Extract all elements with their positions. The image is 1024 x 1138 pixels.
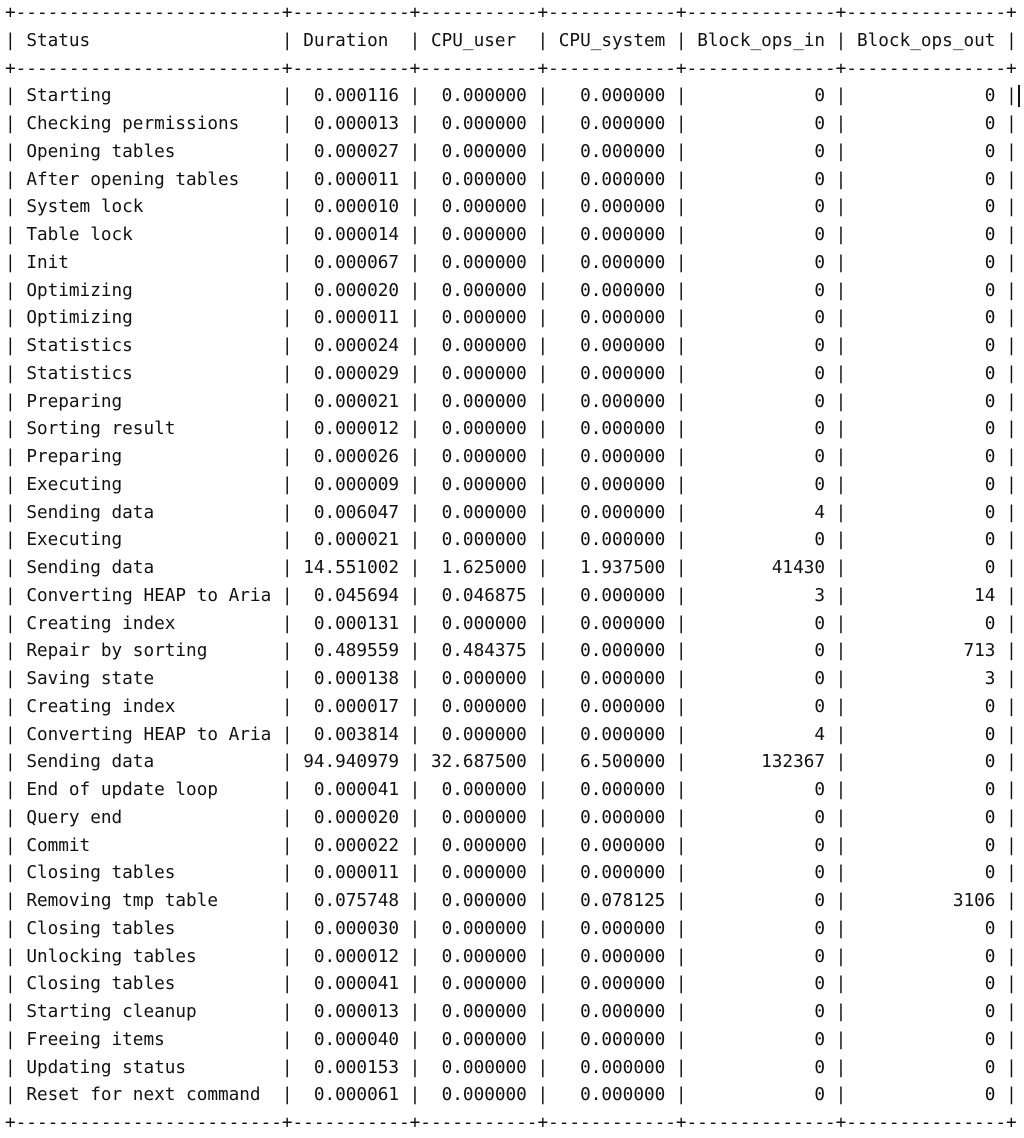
table-cell: 0	[856, 363, 996, 384]
table-row: | Freeing items | 0.000040 | 0.000000 | 0.000000 | 0 | 0 |	[5, 1029, 1017, 1050]
table-cell: Starting cleanup	[26, 1002, 272, 1022]
table-cell: Commit	[26, 835, 272, 856]
table-row: | Statistics | 0.000029 | 0.000000 | 0.000000 | 0 | 0 |	[5, 363, 1017, 384]
table-cell: 0.000011	[303, 863, 400, 884]
table-cell: 0.000000	[430, 114, 527, 134]
table-row: | Reset for next command | 0.000061 | 0.000000 | 0.000000 | 0 | 0 |	[5, 1085, 1017, 1106]
table-cell: 0	[697, 169, 826, 190]
table-cell: 0.000000	[558, 363, 666, 384]
table-cell: 0.000000	[558, 225, 666, 245]
table-cell: 0.000000	[430, 835, 527, 856]
table-cell: 0	[856, 724, 996, 745]
table-cell: 0.000000	[430, 391, 527, 412]
column-header: Block_ops_out	[856, 30, 996, 51]
table-cell: 0.000020	[303, 280, 400, 301]
table-cell: 0	[856, 613, 996, 634]
table-cell: 0.000014	[303, 225, 400, 245]
table-row: | Optimizing | 0.000011 | 0.000000 | 0.000000 | 0 | 0 |	[5, 308, 1017, 329]
table-cell: 0.000041	[303, 780, 400, 800]
table-cell: 0.000000	[558, 807, 666, 828]
table-cell: Preparing	[26, 447, 272, 467]
table-row: | Converting HEAP to Aria | 0.045694 | 0.046875 | 0.000000 | 3 | 14 |	[5, 585, 1017, 606]
table-cell: 0	[697, 918, 826, 939]
table-cell: 0	[856, 447, 996, 467]
table-cell: 1.937500	[558, 558, 666, 578]
table-cell: 0	[856, 558, 996, 578]
table-row: | Sending data | 94.940979 | 32.687500 | 6.500000 | 132367 | 0 |	[5, 752, 1017, 773]
table-cell: 0.000022	[303, 835, 400, 856]
table-row: | Repair by sorting | 0.489559 | 0.484375 | 0.000000 | 0 | 713 |	[5, 641, 1017, 662]
table-cell: 0.000000	[430, 419, 527, 440]
table-cell: Freeing items	[26, 1029, 272, 1050]
table-cell: 0.000000	[430, 974, 527, 995]
table-row: | Updating status | 0.000153 | 0.000000 | 0.000000 | 0 | 0 |	[5, 1057, 1017, 1078]
table-row: | Unlocking tables | 0.000012 | 0.000000 | 0.000000 | 0 | 0 |	[5, 946, 1017, 967]
table-row: | Removing tmp table | 0.075748 | 0.000000 | 0.078125 | 0 | 3106 |	[5, 891, 1017, 911]
table-cell: 0.000138	[303, 669, 400, 689]
table-cell: 0	[856, 835, 996, 856]
table-cell: 0.000000	[430, 1029, 527, 1050]
table-cell: 0.000000	[430, 141, 527, 162]
column-header: CPU_system	[558, 30, 666, 51]
table-cell: 0	[697, 974, 826, 995]
table-cell: 0	[856, 197, 996, 218]
table-cell: 0	[697, 447, 826, 467]
table-cell: 0.000000	[558, 585, 666, 606]
table-cell: 0.000000	[558, 391, 666, 412]
table-row: | Sending data | 14.551002 | 1.625000 | 1.937500 | 41430 | 0 |	[5, 558, 1017, 578]
table-cell: 3	[856, 669, 996, 689]
table-cell: 0.000000	[430, 863, 527, 884]
table-row: | System lock | 0.000010 | 0.000000 | 0.000000 | 0 | 0 |	[5, 197, 1017, 218]
table-cell: 0.000000	[558, 502, 666, 523]
table-row: | Sending data | 0.006047 | 0.000000 | 0.000000 | 4 | 0 |	[5, 502, 1017, 523]
table-cell: Table lock	[26, 225, 272, 245]
table-cell: 0	[697, 946, 826, 967]
table-cell: 0.000000	[558, 946, 666, 967]
table-cell: 0.000000	[430, 530, 527, 551]
table-cell: 0.000000	[558, 530, 666, 551]
table-cell: 0	[856, 946, 996, 967]
table-cell: 0	[856, 1085, 996, 1106]
table-cell: 713	[856, 641, 996, 662]
table-row: | Closing tables | 0.000041 | 0.000000 | 0.000000 | 0 | 0 |	[5, 974, 1017, 995]
table-cell: 0.078125	[558, 891, 666, 911]
table-cell: 0.000000	[430, 807, 527, 828]
table-cell: 0	[856, 169, 996, 190]
table-cell: Sending data	[26, 558, 272, 578]
table-cell: 0.000000	[558, 1029, 666, 1050]
table-cell: 4	[697, 502, 826, 523]
table-cell: 0	[697, 419, 826, 440]
table-cell: 0.000000	[558, 114, 666, 134]
table-cell: 0.000000	[558, 252, 666, 273]
table-row: | End of update loop | 0.000041 | 0.000000 | 0.000000 | 0 | 0 |	[5, 780, 1017, 800]
table-cell: 0	[697, 530, 826, 551]
table-cell: Updating status	[26, 1057, 272, 1078]
table-cell: 0	[856, 252, 996, 273]
table-row: | Init | 0.000067 | 0.000000 | 0.000000 | 0 | 0 |	[5, 252, 1017, 273]
table-cell: 0	[697, 669, 826, 689]
table-cell: 14	[856, 585, 996, 606]
table-cell: 0.000061	[303, 1085, 400, 1106]
table-cell: 0.000041	[303, 974, 400, 995]
table-cell: 3	[697, 585, 826, 606]
table-cell: Sending data	[26, 502, 272, 523]
table-cell: Executing	[26, 474, 272, 495]
table-cell: 0	[697, 197, 826, 218]
table-row: | Preparing | 0.000026 | 0.000000 | 0.000000 | 0 | 0 |	[5, 447, 1017, 467]
text-cursor	[1018, 85, 1020, 107]
table-cell: 0.000000	[430, 86, 527, 107]
column-header: CPU_user	[430, 30, 527, 51]
table-cell: 0.000000	[558, 835, 666, 856]
column-header: Block_ops_in	[697, 30, 826, 51]
table-cell: 0	[856, 807, 996, 828]
table-cell: 0.000000	[430, 502, 527, 523]
table-cell: 0	[856, 336, 996, 356]
table-cell: Opening tables	[26, 141, 272, 162]
table-row: | Executing | 0.000009 | 0.000000 | 0.000000 | 0 | 0 |	[5, 474, 1017, 495]
table-cell: 0.000000	[558, 613, 666, 634]
table-row: | Closing tables | 0.000011 | 0.000000 | 0.000000 | 0 | 0 |	[5, 863, 1017, 884]
table-cell: 0.000131	[303, 613, 400, 634]
table-cell: 0.000000	[558, 974, 666, 995]
table-header-separator: +-------------------------+-----------+-----------+------------+--------------+---------------+	[5, 58, 1017, 79]
table-cell: 0.000010	[303, 197, 400, 218]
table-row: | Query end | 0.000020 | 0.000000 | 0.000000 | 0 | 0 |	[5, 807, 1017, 828]
table-border-top: +-------------------------+-----------+-----------+------------+--------------+---------------+	[5, 3, 1017, 23]
table-cell: 0.000153	[303, 1057, 400, 1078]
table-row: | Checking permissions | 0.000013 | 0.000000 | 0.000000 | 0 | 0 |	[5, 114, 1017, 134]
terminal-output	[5, 0, 1020, 1138]
table-cell: Init	[26, 252, 272, 273]
table-cell: 0.000000	[558, 669, 666, 689]
table-row: | Commit | 0.000022 | 0.000000 | 0.000000 | 0 | 0 |	[5, 835, 1017, 856]
table-cell: 0.000017	[303, 696, 400, 717]
table-row: | Preparing | 0.000021 | 0.000000 | 0.000000 | 0 | 0 |	[5, 391, 1017, 412]
table-cell: 0.000000	[430, 225, 527, 245]
table-cell: 94.940979	[303, 752, 400, 773]
table-cell: 0.000000	[430, 447, 527, 467]
table-cell: 0	[697, 114, 826, 134]
table-cell: 0.000000	[558, 724, 666, 745]
table-row: | Creating index | 0.000017 | 0.000000 | 0.000000 | 0 | 0 |	[5, 696, 1017, 717]
table-cell: Repair by sorting	[26, 641, 272, 662]
table-cell: 0.000000	[558, 641, 666, 662]
table-cell: 0	[856, 780, 996, 800]
table-cell: Executing	[26, 530, 272, 551]
table-cell: 0.000000	[558, 1085, 666, 1106]
table-cell: 0	[856, 225, 996, 245]
table-cell: Saving state	[26, 669, 272, 689]
table-cell: 0.000000	[430, 696, 527, 717]
table-cell: 0.000000	[430, 1057, 527, 1078]
table-cell: 0	[697, 1002, 826, 1022]
table-cell: 0.000012	[303, 946, 400, 967]
table-border-bottom: +-------------------------+-----------+-----------+------------+--------------+---------------+	[5, 1113, 1017, 1133]
table-cell: 0.000021	[303, 530, 400, 551]
table-cell: 0	[697, 336, 826, 356]
table-cell: 0.000000	[430, 169, 527, 190]
table-cell: 0.000000	[430, 780, 527, 800]
table-cell: 0	[697, 86, 826, 107]
table-cell: 0.000000	[430, 363, 527, 384]
table-cell: 0	[697, 696, 826, 717]
table-cell: 0.489559	[303, 641, 400, 662]
table-cell: 0	[697, 641, 826, 662]
table-cell: 0	[697, 225, 826, 245]
table-cell: 0.000020	[303, 807, 400, 828]
table-cell: 0.000000	[558, 141, 666, 162]
table-cell: 0	[697, 1085, 826, 1106]
table-cell: 132367	[697, 752, 826, 773]
table-cell: Closing tables	[26, 918, 272, 939]
table-cell: 0.000000	[430, 918, 527, 939]
table-cell: 0.000000	[430, 280, 527, 301]
table-cell: Statistics	[26, 336, 272, 356]
table-cell: 0.000024	[303, 336, 400, 356]
table-cell: 0	[697, 807, 826, 828]
table-cell: 0	[856, 308, 996, 329]
table-cell: End of update loop	[26, 780, 272, 800]
table-cell: 0	[856, 696, 996, 717]
table-cell: 0	[697, 252, 826, 273]
column-header: Status	[26, 30, 272, 51]
table-cell: System lock	[26, 197, 272, 218]
table-cell: 1.625000	[430, 558, 527, 578]
table-row: | Converting HEAP to Aria | 0.003814 | 0.000000 | 0.000000 | 4 | 0 |	[5, 724, 1017, 745]
table-cell: Optimizing	[26, 280, 272, 301]
table-cell: 0	[697, 141, 826, 162]
table-cell: 0.000000	[430, 336, 527, 356]
table-cell: 0	[697, 1029, 826, 1050]
table-cell: 0	[697, 613, 826, 634]
table-cell: Optimizing	[26, 308, 272, 329]
table-cell: 0.000013	[303, 114, 400, 134]
table-cell: 0.000000	[558, 197, 666, 218]
table-row: | After opening tables | 0.000011 | 0.000000 | 0.000000 | 0 | 0 |	[5, 169, 1017, 190]
table-cell: 0.045694	[303, 585, 400, 606]
table-cell: 0.000000	[558, 308, 666, 329]
table-cell: 0.000000	[558, 86, 666, 107]
table-cell: 0	[856, 419, 996, 440]
table-cell: 0.000000	[430, 669, 527, 689]
table-cell: 0.000021	[303, 391, 400, 412]
table-cell: 0	[856, 752, 996, 773]
table-cell: 32.687500	[430, 752, 527, 773]
table-cell: Converting HEAP to Aria	[26, 585, 272, 606]
table-cell: 0	[697, 308, 826, 329]
table-cell: 0	[856, 530, 996, 551]
table-cell: 0	[856, 474, 996, 495]
table-cell: 0.484375	[430, 641, 527, 662]
table-cell: Unlocking tables	[26, 946, 272, 967]
table-cell: 41430	[697, 558, 826, 578]
table-cell: 0.000000	[430, 474, 527, 495]
table-row: | Saving state | 0.000138 | 0.000000 | 0.000000 | 0 | 3 |	[5, 669, 1017, 689]
table-cell: 0.046875	[430, 585, 527, 606]
table-cell: 3106	[856, 891, 996, 911]
table-cell: 0.003814	[303, 724, 400, 745]
table-cell: 0.000012	[303, 419, 400, 440]
table-cell: 0	[697, 835, 826, 856]
table-cell: Sorting result	[26, 419, 272, 440]
table-cell: Query end	[26, 807, 272, 828]
table-cell: Checking permissions	[26, 114, 272, 134]
table-cell: After opening tables	[26, 169, 272, 190]
table-cell: 0	[697, 1057, 826, 1078]
table-cell: Statistics	[26, 363, 272, 384]
table-cell: 0.000000	[558, 1002, 666, 1022]
table-cell: 0.000116	[303, 86, 400, 107]
table-cell: 0.000000	[430, 891, 527, 911]
table-cell: Removing tmp table	[26, 891, 272, 911]
table-cell: Creating index	[26, 613, 272, 634]
table-cell: 0.000000	[558, 280, 666, 301]
table-row: | Creating index | 0.000131 | 0.000000 | 0.000000 | 0 | 0 |	[5, 613, 1017, 634]
table-cell: 0.000030	[303, 918, 400, 939]
table-cell: 0	[856, 1057, 996, 1078]
table-cell: 0	[856, 974, 996, 995]
table-cell: 0.000000	[558, 1057, 666, 1078]
table-cell: Reset for next command	[26, 1085, 272, 1106]
table-cell: 0	[856, 863, 996, 884]
table-cell: 0.000011	[303, 308, 400, 329]
table-row: | Executing | 0.000021 | 0.000000 | 0.000000 | 0 | 0 |	[5, 530, 1017, 551]
table-cell: 0	[856, 141, 996, 162]
table-row: | Statistics | 0.000024 | 0.000000 | 0.000000 | 0 | 0 |	[5, 336, 1017, 356]
table-cell: 0.000000	[558, 780, 666, 800]
table-cell: 0	[856, 1002, 996, 1022]
table-row: | Starting cleanup | 0.000013 | 0.000000 | 0.000000 | 0 | 0 |	[5, 1002, 1017, 1022]
table-cell: 0	[856, 502, 996, 523]
table-cell: 0.000000	[558, 474, 666, 495]
table-cell: 0.000000	[430, 197, 527, 218]
table-cell: 0	[697, 474, 826, 495]
table-cell: 0.000000	[430, 252, 527, 273]
table-cell: 0	[856, 114, 996, 134]
table-cell: 0.000040	[303, 1029, 400, 1050]
table-cell: 0.000029	[303, 363, 400, 384]
table-cell: Sending data	[26, 752, 272, 773]
table-cell: 0.000000	[430, 613, 527, 634]
table-row: | Opening tables | 0.000027 | 0.000000 | 0.000000 | 0 | 0 |	[5, 141, 1017, 162]
table-cell: 0.000000	[430, 308, 527, 329]
table-cell: Creating index	[26, 696, 272, 717]
table-cell: Closing tables	[26, 863, 272, 884]
table-cell: 0.000000	[558, 419, 666, 440]
table-cell: 0	[856, 1029, 996, 1050]
table-cell: Starting	[26, 86, 272, 107]
table-cell: 0	[697, 780, 826, 800]
table-cell: 0.000026	[303, 447, 400, 467]
table-cell: 6.500000	[558, 752, 666, 773]
table-cell: 4	[697, 724, 826, 745]
table-cell: 0.000000	[558, 918, 666, 939]
column-header: Duration	[303, 30, 400, 51]
table-row: | Table lock | 0.000014 | 0.000000 | 0.000000 | 0 | 0 |	[5, 225, 1017, 245]
table-cell: 0	[856, 86, 996, 107]
table-cell: Closing tables	[26, 974, 272, 995]
table-cell: 0.006047	[303, 502, 400, 523]
table-cell: 0	[697, 363, 826, 384]
table-cell: 0.000000	[558, 696, 666, 717]
table-row: | Optimizing | 0.000020 | 0.000000 | 0.000000 | 0 | 0 |	[5, 280, 1017, 301]
table-cell: 0.075748	[303, 891, 400, 911]
table-cell: 0.000000	[430, 724, 527, 745]
table-cell: 0.000000	[430, 946, 527, 967]
table-row: | Closing tables | 0.000030 | 0.000000 | 0.000000 | 0 | 0 |	[5, 918, 1017, 939]
table-row: | Starting | 0.000116 | 0.000000 | 0.000000 | 0 | 0 |	[5, 83, 1020, 111]
table-cell: 0	[856, 391, 996, 412]
table-cell: 0.000000	[430, 1002, 527, 1022]
table-cell: 0.000027	[303, 141, 400, 162]
table-cell: 0	[697, 280, 826, 301]
table-cell: 0.000011	[303, 169, 400, 190]
table-cell: 0.000000	[558, 447, 666, 467]
table-cell: 0	[697, 391, 826, 412]
table-cell: 0.000009	[303, 474, 400, 495]
table-cell: 0	[856, 918, 996, 939]
table-cell: 14.551002	[303, 558, 400, 578]
table-cell: Converting HEAP to Aria	[26, 724, 272, 745]
table-cell: 0.000000	[558, 336, 666, 356]
table-header-row: | Status | Duration | CPU_user | CPU_system | Block_ops_in | Block_ops_out |	[5, 30, 1017, 51]
table-row: | Sorting result | 0.000012 | 0.000000 | 0.000000 | 0 | 0 |	[5, 419, 1017, 440]
table-cell: 0.000000	[430, 1085, 527, 1106]
table-cell: 0	[697, 891, 826, 911]
table-cell: 0.000000	[558, 863, 666, 884]
table-cell: 0	[856, 280, 996, 301]
table-cell: 0	[697, 863, 826, 884]
table-cell: Preparing	[26, 391, 272, 412]
table-cell: 0.000000	[558, 169, 666, 190]
table-cell: 0.000067	[303, 252, 400, 273]
table-cell: 0.000013	[303, 1002, 400, 1022]
